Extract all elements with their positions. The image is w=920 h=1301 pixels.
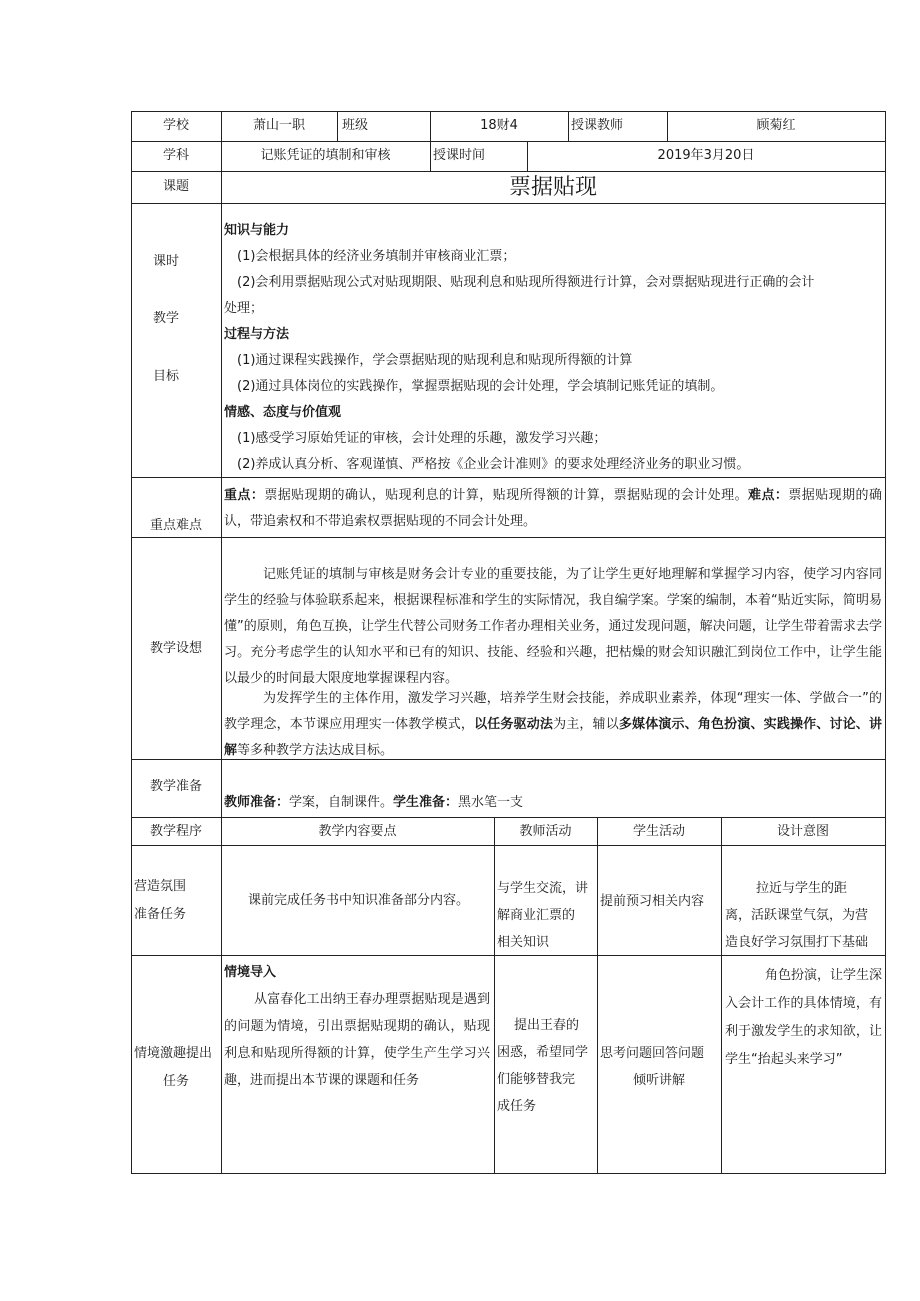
row1-stage: 准备任务	[134, 907, 187, 922]
topic-title: 票据贴现	[508, 175, 597, 200]
objective-line: (1)会根据具体的经济业务填制并审核商业汇票；	[237, 249, 516, 264]
time-label: 授课时间	[433, 148, 486, 163]
row1-teacher: 解商业汇票的	[497, 908, 576, 923]
procedure-header: 教师活动	[519, 824, 572, 839]
school-label: 学校	[162, 118, 189, 133]
objective-line: (2)通过具体岗位的实践操作，掌握票据贴现的会计处理，学会填制记账凭证的填制。	[237, 379, 724, 394]
objective-heading-knowledge: 知识与能力	[224, 223, 290, 238]
rule	[131, 537, 886, 538]
preparation-text: 教师准备：学案，自制课件。学生准备：黑水笔一支	[224, 795, 524, 810]
time-value: 2019年3月20日	[657, 148, 755, 163]
row2-stage: 情境激趣提出	[134, 1046, 213, 1061]
class-value: 18财4	[480, 118, 518, 133]
keypoints-label: 重点难点	[149, 518, 202, 533]
row1-student: 提前预习相关内容	[600, 894, 705, 909]
row1-intent: 离，活跃课堂气氛，为营	[725, 908, 869, 923]
objective-line: (2)养成认真分析、客观谨慎、严格按《企业会计准则》的要求处理经济业务的职业习惯。	[237, 457, 750, 472]
objectives-label-1: 课时	[152, 254, 179, 269]
teacher-label: 授课教师	[571, 118, 624, 133]
objectives-label-3: 目标	[152, 369, 179, 384]
row1-intent: 造良好学习氛围打下基础	[725, 935, 869, 950]
rule	[568, 111, 569, 141]
subject-label: 学科	[162, 148, 189, 163]
rule	[337, 111, 338, 141]
rule	[131, 817, 886, 818]
objective-heading-attitude: 情感、态度与价值观	[224, 405, 342, 420]
row2-teacher: 困惑，希望同学	[497, 1045, 589, 1060]
teacher-value: 顾菊红	[756, 118, 796, 133]
row2-content-title: 情境导入	[224, 965, 277, 980]
row2-teacher: 们能够替我完	[497, 1072, 576, 1087]
row1-intent: 拉近与学生的距	[756, 881, 848, 896]
rule	[494, 817, 495, 1173]
class-label: 班级	[342, 118, 369, 133]
row1-content: 课前完成任务书中知识准备部分内容。	[248, 893, 470, 908]
row2-stage: 任务	[162, 1074, 189, 1089]
rule	[885, 111, 886, 1174]
row2-intent: 角色扮演，让学生深入会计工作的具体情境，有利于激发学生的求知欲，让学生“抬起头来学习”	[725, 968, 883, 1067]
keypoints-text: 重点：票据贴现期的确认，贴现利息的计算，贴现所得额的计算，票据贴现的会计处理。难点：票据贴现期的确认，带追索权和不带追索权票据贴现的不同会计处理。	[224, 488, 882, 529]
preparation-label: 教学准备	[149, 779, 202, 794]
design-paragraph-1: 记账凭证的填制与审核是财务会计专业的重要技能，为了让学生更好地理解和掌握学习内容，使学习内容同学生的经验与体验联系起来，根据课程标准和学生的实际情况，我自编学案。学案的编制，本着“贴近实际，简明易懂”的原则，角色互换，让学生代替公司财务工作者办理相关业务，通过发现问题，解决问题，让学生带着需求去学习。充分考虑学生的认知水平和已有的知识、技能、经验和兴趣，把枯燥的财会知识融汇到岗位工作中，让学生能以最少的时间最大限度地掌握课程内容。	[224, 567, 882, 686]
objectives-label-2: 教学	[152, 311, 179, 326]
row2-teacher: 提出王春的	[514, 1018, 580, 1033]
rule	[597, 817, 598, 1173]
objective-line: 处理；	[224, 301, 264, 316]
rule	[131, 1173, 886, 1174]
rule	[131, 141, 886, 142]
objective-line: (1)感受学习原始凭证的审核，会计处理的乐趣，激发学习兴趣；	[237, 431, 607, 446]
row2-teacher: 成任务	[497, 1099, 537, 1114]
rule	[131, 171, 886, 172]
procedure-header: 设计意图	[776, 824, 829, 839]
row2-content: 从富春化工出纳王春办理票据贴现是遇到的问题为情境，引出票据贴现期的确认，贴现利息和贴现所得额的计算，使学生产生学习兴趣，进而提出本节课的课题和任务	[224, 992, 490, 1088]
design-paragraph-2: 为发挥学生的主体作用，激发学习兴趣，培养学生财会技能，养成职业素养，体现“理实一体、学做合一”的教学理念，本节课应用理实一体教学模式，以任务驱动法为主，辅以多媒体演示、角色扮演、实践操作、讨论、讲解等多种教学方法达成目标。	[224, 691, 882, 758]
rule	[131, 111, 886, 112]
row1-teacher: 与学生交流，讲	[497, 881, 589, 896]
topic-label: 课题	[162, 179, 189, 194]
objective-line: (2)会利用票据贴现公式对贴现期限、贴现利息和贴现所得额进行计算，会对票据贴现进行正确的会计	[237, 275, 815, 290]
row1-stage: 营造氛围	[134, 879, 187, 894]
row2-student: 思考问题回答问题	[600, 1046, 705, 1061]
rule	[131, 203, 886, 204]
objective-line: (1)通过课程实践操作，学会票据贴现的贴现利息和贴现所得额的计算	[237, 353, 633, 368]
rule	[131, 845, 886, 846]
procedure-header: 学生活动	[632, 824, 685, 839]
school-value: 萧山一职	[252, 118, 305, 133]
rule	[430, 141, 431, 171]
row1-teacher: 相关知识	[497, 935, 550, 950]
procedure-header: 教学内容要点	[318, 824, 397, 839]
objective-heading-process: 过程与方法	[224, 327, 290, 342]
rule	[721, 817, 722, 1173]
design-label: 教学设想	[149, 641, 202, 656]
procedure-header: 教学程序	[149, 824, 202, 839]
subject-value: 记账凭证的填制和审核	[260, 148, 391, 163]
row2-student: 倾听讲解	[632, 1073, 685, 1088]
rule	[221, 111, 222, 1174]
